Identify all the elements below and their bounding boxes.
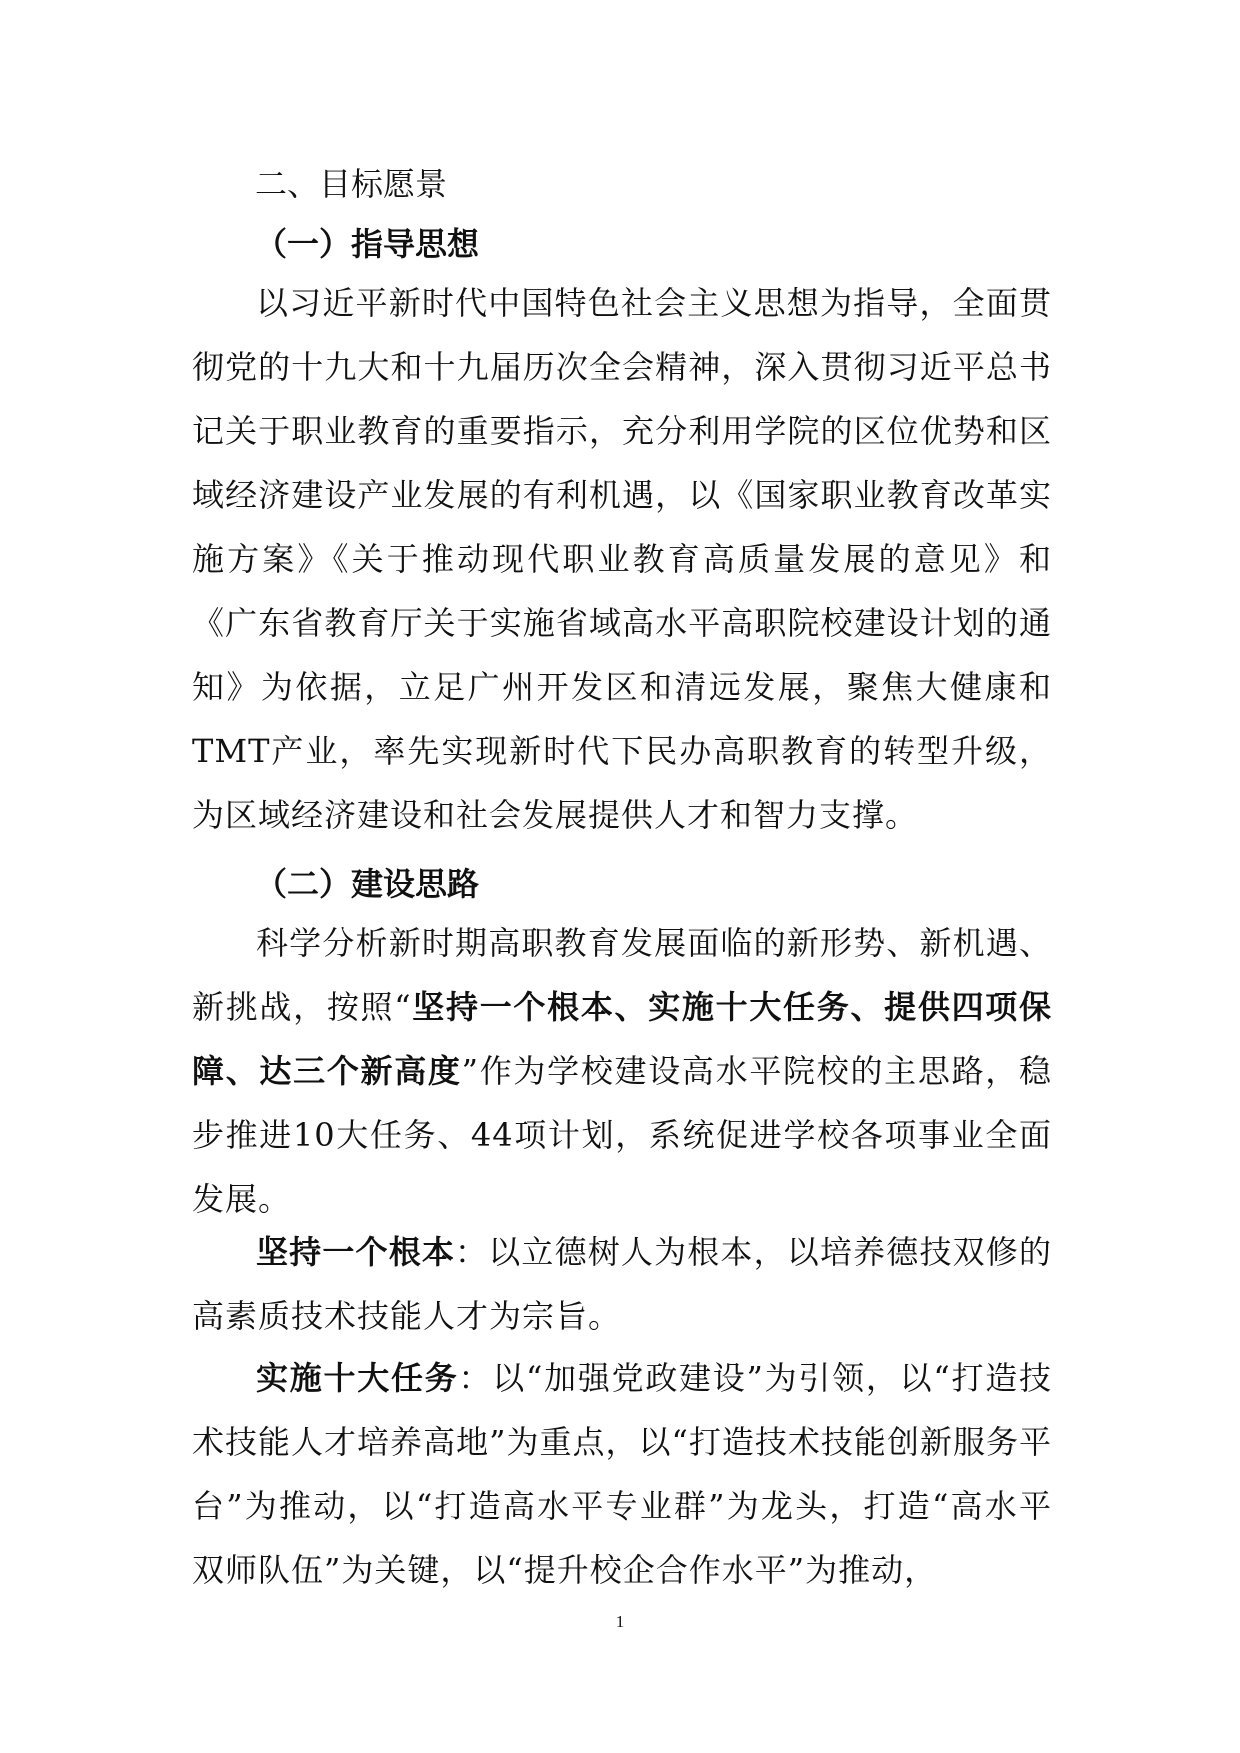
chapter-heading: 二、目标愿景 bbox=[255, 165, 448, 203]
section-heading-guiding-ideology: （一）指导思想 bbox=[255, 225, 480, 263]
fundamental-item-paragraph bbox=[192, 1220, 1052, 1348]
page-number: 1 bbox=[615, 1612, 625, 1631]
approach-text-emphasis: 坚持一个根本、实施十大任务、提供四项保障、达三个新高度 bbox=[192, 988, 1052, 1090]
ten-tasks-text: ：以“加强党政建设”为引领，以“打造技术技能人才培养高地”为重点，以“打造技术技能创新服务平台”为推动，以“打造高水平专业群”为龙头，打造“高水平双师队伍”为关键，以“提升校企合作水平”为推动， bbox=[192, 1359, 1052, 1589]
fundamental-item-text: ：以立德树人为根本，以培养德技双修的高素质技术技能人才为宗旨。 bbox=[192, 1233, 1052, 1335]
approach-text-post: ”作为学校建设高水平院校的主思路，稳步推进10大任务、44项计划，系统促进学校各项事业全面发展。 bbox=[192, 1052, 1052, 1218]
guiding-ideology-paragraph: 以习近平新时代中国特色社会主义思想为指导，全面贯彻党的十九大和十九届历次全会精神，深入贯彻习近平总书记关于职业教育的重要指示，充分利用学院的区位优势和区域经济建设产业发展的有利机遇，以《国家职业教育改革实施方案》《关于推动现代职业教育高质量发展的意见》和《广东省教育厅关于实施省域高水平高职院校建设计划的通知》为依据，立足广州开发区和清远发展，聚焦大健康和TMT产业，率先实现新时代下民办高职教育的转型升级，为区域经济建设和社会发展提供人才和智力支撑。 bbox=[192, 284, 1052, 834]
ten-tasks-label: 实施十大任务 bbox=[256, 1359, 459, 1397]
construction-approach-paragraph bbox=[192, 911, 1052, 1231]
ten-tasks-paragraph bbox=[192, 1346, 1052, 1602]
approach-text-pre: 科学分析新时期高职教育发展面临的新形势、新机遇、新挑战，按照“ bbox=[192, 924, 1052, 1026]
section-heading-construction-approach: （二）建设思路 bbox=[255, 865, 480, 903]
fundamental-item-label: 坚持一个根本 bbox=[256, 1233, 456, 1271]
